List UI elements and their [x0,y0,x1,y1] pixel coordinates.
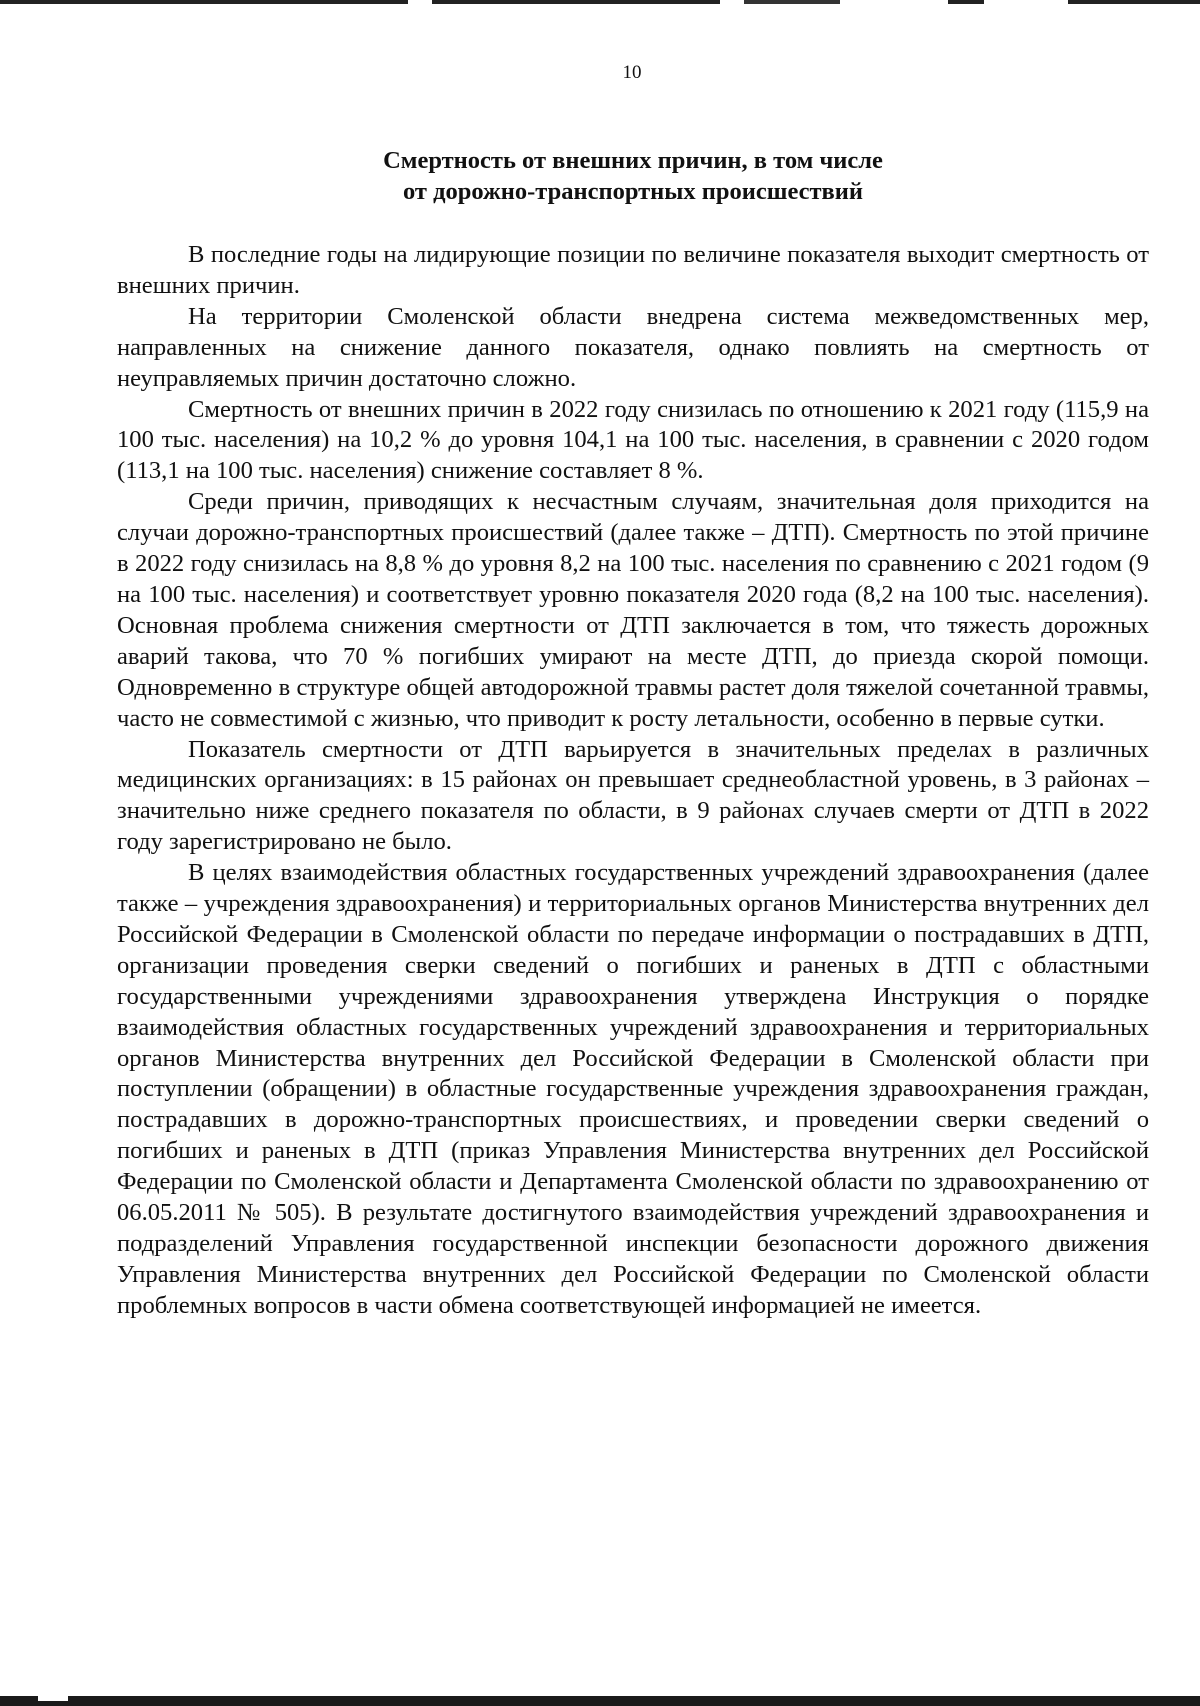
section-heading [0,145,1200,207]
scan-edge-top [0,0,1200,4]
paragraph: На территории Смоленской области внедрена система межведомственных мер, направленных на снижение данного показателя, однако повлиять на смертность от неуправляемых причин достаточно сложно. [117,302,1149,392]
body-text [117,240,1149,1322]
paragraph: В целях взаимодействия областных государственных учреждений здравоохранения (далее также – учреждения здравоохранения) и территориальных органов Министерства внутренних дел Российской Федерации в Смоленской области по передаче информации о пострадавших в ДТП, организации проведения сверки сведений о погибших и раненых в ДТП с областными государственными учреждениями здравоохранения утверждена Инструкция о порядке взаимодействия областных государственных учреждений здравоохранения и территориальных органов Министерства внутренних дел Российской Федерации в Смоленской области при поступлении (обращении) в областные государственные учреждения здравоохранения граждан, пострадавших в дорожно-транспортных происшествиях, и проведении сверки сведений о погибших и раненых в ДТП (приказ Управления Министерства внутренних дел Российской Федерации по Смоленской области и Департамента Смоленской области по здравоохранению от 06.05.2011 № 505). В результате достигнутого взаимодействия учреждений здравоохранения и подразделений Управления государственной инспекции безопасности дорожного движения Управления Министерства внутренних дел Российской Федерации по Смоленской области проблемных вопросов в части обмена соответствующей информацией не имеется. [117,859,1149,1319]
paragraph: Среди причин, приводящих к несчастным случаям, значительная доля приходится на случаи дорожно-транспортных происшествий (далее также – ДТП). Смертность по этой причине в 2022 году снизилась на 8,8 % до уровня 8,2 на 100 тыс. населения по сравнению с 2021 годом (9 на 100 тыс. населения) и соответствует уровню показателя 2020 года (8,2 на 100 тыс. населения). Основная проблема снижения смертности от ДТП заключается в том, что тяжесть дорожных аварий такова, что 70 % погибших умирают на месте ДТП, до приезда скорой помощи. Одновременно в структуре общей автодорожной травмы растет доля тяжелой сочетанной травмы, часто не совместимой с жизнью, что приводит к росту летальности, особенно в первые сутки. [117,488,1149,732]
scan-edge-bottom [0,1696,1200,1706]
scan-edge-bottom-gap [38,1696,68,1701]
page-number: 10 [622,62,642,83]
section-heading-line-2: от дорожно-транспортных происшествий [402,178,864,205]
section-heading-line-1: Смертность от внешних причин, в том числе [383,147,883,174]
paragraph: Показатель смертности от ДТП варьируется в значительных пределах в различных медицинских организациях: в 15 районах он превышает среднеобластной уровень, в 3 районах – значительно ниже среднего показателя по области, в 9 районах случаев смерти от ДТП в 2022 году зарегистрировано не было. [117,735,1149,856]
paragraph: В последние годы на лидирующие позиции по величине показателя выходит смертность от внешних причин. [117,241,1149,299]
paragraph: Смертность от внешних причин в 2022 году снизилась по отношению к 2021 году (115,9 на 100 тыс. населения) на 10,2 % до уровня 104,1 на 100 тыс. населения, в сравнении с 2020 годом (113,1 на 100 тыс. населения) снижение составляет 8 %. [117,395,1149,485]
